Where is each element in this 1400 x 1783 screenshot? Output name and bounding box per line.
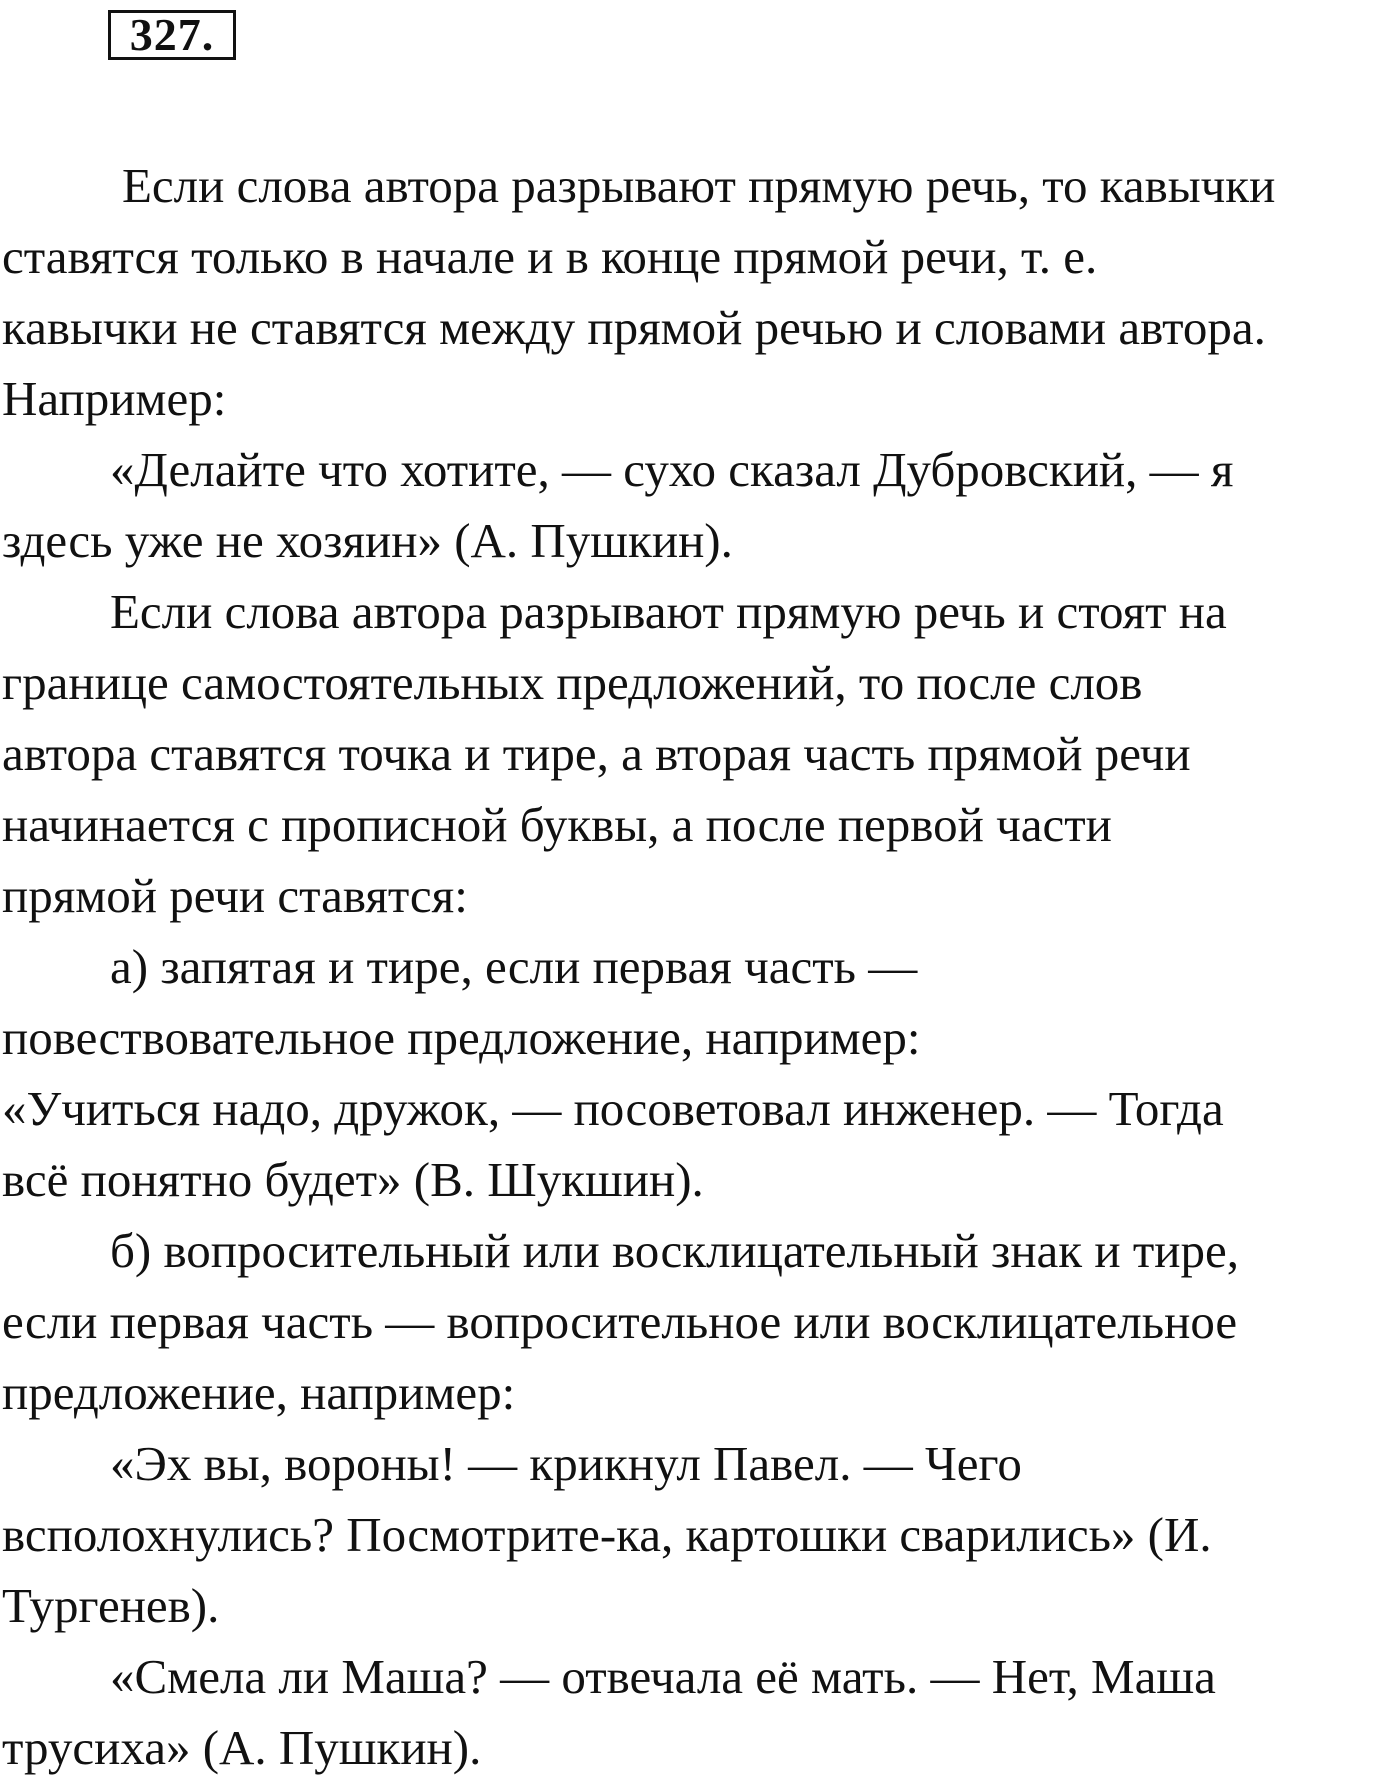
text-line: прямой речи ставятся: [2,868,468,923]
text-line: кавычки не ставятся между прямой речью и словами автора. [2,300,1266,355]
text-line: предложение, например: [2,1365,516,1420]
text-line: автора ставятся точка и тире, а вторая часть прямой речи [2,726,1191,781]
text-line: границе самостоятельных предложений, то после слов [2,655,1143,710]
text-line: Если слова автора разрывают прямую речь и стоят на [110,584,1227,639]
example-line: «Делайте что хотите, — сухо сказал Дубровский, — я [110,442,1234,497]
rule-item-a: а) запятая и тире, если первая часть — [110,939,918,994]
example-line: всё понятно будет» (В. Шукшин). [2,1152,704,1207]
rule-item-b: б) вопросительный или восклицательный знак и тире, [110,1223,1239,1278]
text-line: повествовательное предложение, например: [2,1010,921,1065]
exercise-number: 327. [108,10,236,60]
rule-text [2,150,1397,1783]
example-line: «Смела ли Маша? — отвечала её мать. — Нет, Маша [110,1649,1216,1704]
text-line: ставятся только в начале и в конце прямой речи, т. е. [2,229,1098,284]
text-line: Например: [2,371,227,426]
example-line: «Учиться надо, дружок, — посоветовал инженер. — Тогда [2,1081,1224,1136]
example-line: всполохнулись? Посмотрите-ка, картошки сварились» (И. [2,1507,1212,1562]
text-line: Если слова автора разрывают прямую речь, то кавычки [122,158,1276,213]
example-line: трусиха» (А. Пушкин). [2,1720,482,1775]
example-line: Тургенев). [2,1578,220,1633]
text-line: если первая часть — вопросительное или восклицательное [2,1294,1238,1349]
example-line: «Эх вы, вороны! — крикнул Павел. — Чего [110,1436,1022,1491]
text-line: начинается с прописной буквы, а после первой части [2,797,1112,852]
example-line: здесь уже не хозяин» (А. Пушкин). [2,513,733,568]
